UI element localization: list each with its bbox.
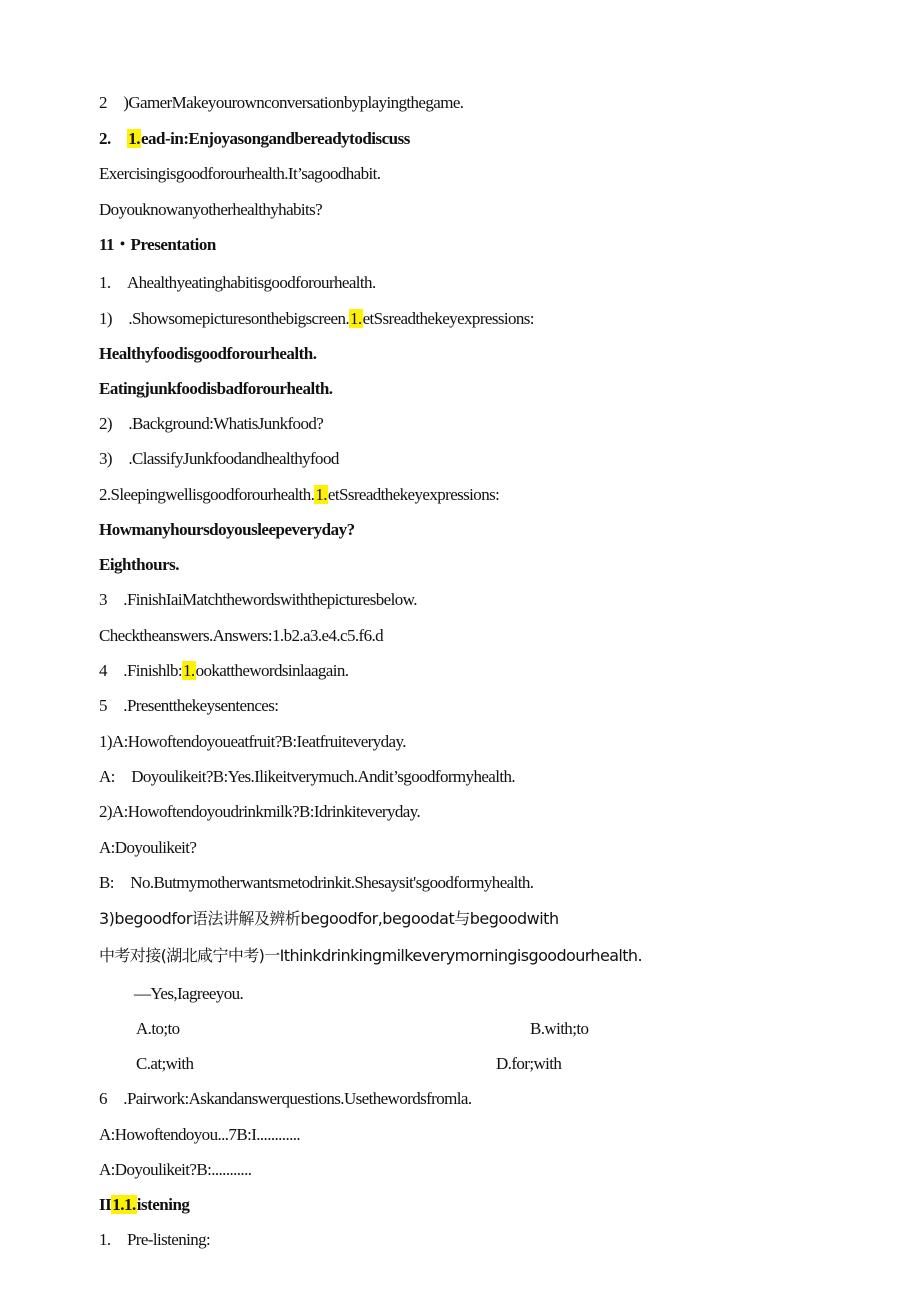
text-line: 5 .Presentthekeysentences: xyxy=(99,696,279,715)
dialogue-line: 1)A:Howoftendoyoueatfruit?B:Ieatfruiteveryday. xyxy=(99,732,406,751)
text-line: 2) .Background:WhatisJunkfood? xyxy=(99,414,324,433)
text-line: Checktheanswers.Answers:1.b2.a3.e4.c5.f6.d xyxy=(99,626,384,645)
key-expression: Healthyfoodisgoodforourhealth. xyxy=(99,344,317,363)
text-line: Doyouknowanyotherhealthyhabits? xyxy=(99,200,323,219)
dialogue-line: A:Doyoulikeit?B:........... xyxy=(99,1160,252,1179)
key-expression: Eighthours. xyxy=(99,555,179,574)
text-line: 3 .FinishIaiMatchthewordswiththepicturesbelow. xyxy=(99,590,417,609)
highlight-mark: 1.1. xyxy=(112,1195,136,1214)
dialogue-line: 2)A:Howoftendoyoudrinkmilk?B:Idrinkiteveryday. xyxy=(99,802,421,821)
highlight-mark: 1. xyxy=(183,661,195,680)
key-expression: Howmanyhoursdoyousleepeveryday? xyxy=(99,520,355,539)
heading-text: istening xyxy=(136,1195,190,1214)
dialogue-line: A:Howoftendoyou...7B:I............ xyxy=(99,1125,301,1144)
highlight-mark: 1. xyxy=(315,485,327,504)
text-line: 1. Ahealthyeatinghabitisgoodforourhealth. xyxy=(99,273,376,292)
section-heading-listening xyxy=(99,1194,189,1216)
question-prompt: —Yes,Iagreeyou. xyxy=(134,984,244,1003)
text-segment: 1) .Showsomepicturesonthebigscreen. xyxy=(99,309,349,328)
heading-text: ead-in:Enjoyasongandbereadytodiscuss xyxy=(141,129,410,148)
dialogue-line: A:Doyoulikeit? xyxy=(99,838,197,857)
highlight-mark: 1. xyxy=(350,309,362,328)
dialogue-line: B: No.Butmymotherwantsmetodrinkit.Shesaysit'sgoodformyhealth. xyxy=(99,873,534,892)
section-heading-presentation: 11・Presentation xyxy=(99,235,216,254)
text-line xyxy=(99,660,348,682)
dialogue-line: A: Doyoulikeit?B:Yes.Ilikeitverymuch.Andit’sgoodformyhealth. xyxy=(99,767,516,786)
section-heading-lead-in xyxy=(99,128,410,150)
text-line xyxy=(99,308,534,330)
text-segment: 4 .Finishlb: xyxy=(99,661,183,680)
choice-b: B.with;to xyxy=(530,1019,589,1038)
text-line: 6 .Pairwork:Askandanswerquestions.Usethewordsfromla. xyxy=(99,1089,472,1108)
grammar-note: 3)begoodfor语法讲解及辨析begoodfor,begoodat与begoodwith xyxy=(99,909,559,928)
text-line: 2 )GamerMakeyourownconversationbyplayingthegame. xyxy=(99,93,464,112)
choice-a: A.to;to xyxy=(136,1019,180,1038)
choice-d: D.for;with xyxy=(496,1054,562,1073)
key-expression: Eatingjunkfoodisbadforourhealth. xyxy=(99,379,333,398)
text-line: 1. Pre-listening: xyxy=(99,1230,211,1249)
text-segment: 2.Sleepingwellisgoodforourhealth. xyxy=(99,485,315,504)
exam-question: 中考对接(湖北咸宁中考)一Ithinkdrinkingmilkeverymorningisgoodourhealth. xyxy=(99,946,642,965)
highlight-mark: 1. xyxy=(128,129,140,148)
heading-number: II xyxy=(99,1195,112,1214)
text-line xyxy=(99,484,499,506)
text-segment: etSsreadthekeyexpressions: xyxy=(327,485,500,504)
text-segment: etSsreadthekeyexpressions: xyxy=(362,309,534,328)
text-line: 3) .ClassifyJunkfoodandhealthyfood xyxy=(99,449,339,468)
choice-c: C.at;with xyxy=(136,1054,194,1073)
text-segment: ookatthewordsinlaagain. xyxy=(195,661,349,680)
text-line: Exercisingisgoodforourhealth.It’sagoodhabit. xyxy=(99,164,381,183)
heading-number: 2. xyxy=(99,129,128,148)
